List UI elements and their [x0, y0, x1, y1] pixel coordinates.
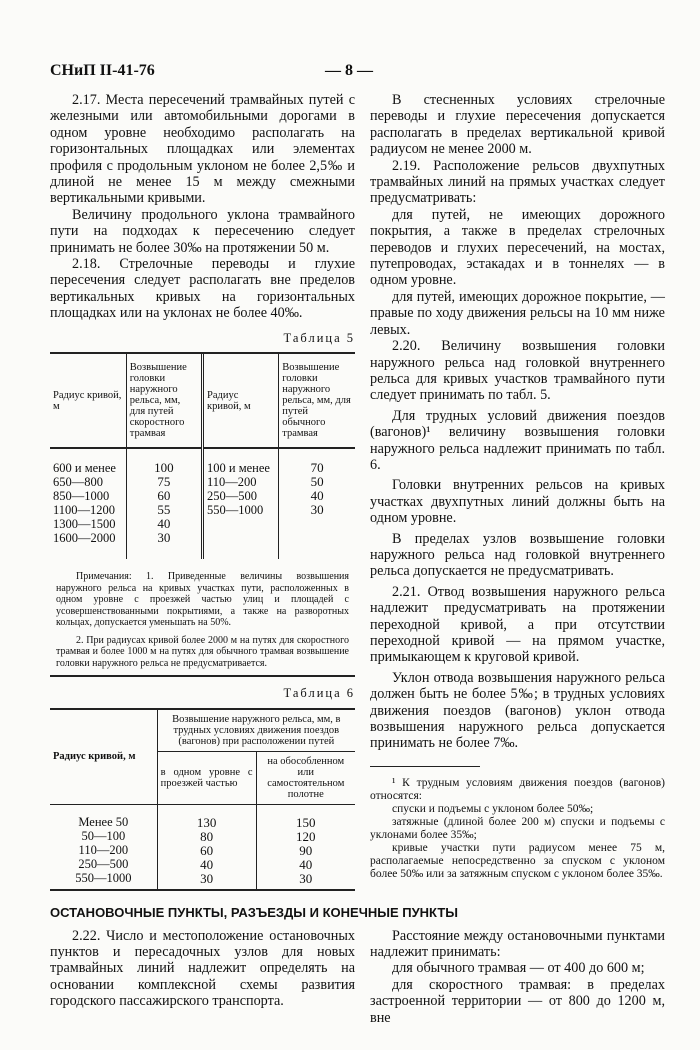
paragraph-2-18: 2.18. Стрелочные переводы и глухие пересечения следует располагать вне пределов вертикальных кривых на горизонтальных площадках или на уклонах не более 40‰. — [50, 256, 355, 322]
table-header: Радиус кривой, м — [50, 354, 126, 448]
table-cell: 130 80 60 40 30 — [157, 804, 256, 889]
table-header: в одном уровне с проезжей частью — [157, 751, 256, 804]
page-number: — 8 — — [325, 62, 373, 79]
table-cell: 100 75 60 55 40 30 — [126, 448, 202, 559]
footnote-line: затяжные (длиной более 200 м) спуски и подъемы с уклонами более 35‰; — [370, 815, 665, 841]
paragraph: для скоростного трамвая: в пределах застроенной территории — от 800 до 1200 м, вне — [370, 976, 665, 1026]
table-cell: 600 и менее 650—800 850—1000 1100—1200 1300—1500 1600—2000 — [50, 448, 126, 559]
paragraph: В пределах узлов возвышение головки наружного рельса над головкой внутреннего рельса допускается не предусматривать. — [370, 530, 665, 580]
right-column — [370, 92, 665, 881]
two-columns — [50, 92, 665, 891]
table-header: Возвышение головки наружного рельса, мм, для путей скоростного трамвая — [126, 354, 202, 448]
paragraph: Головки внутренних рельсов на кривых участках двухпутных линий должны быть на одном уровне. — [370, 477, 665, 527]
table-5-label: Таблица 5 — [283, 330, 355, 345]
paragraph: Для трудных условий движения поездов (вагонов)¹ величину возвышения головки наружного рельса надлежит принимать по табл. 6. — [370, 407, 665, 473]
table-6-label: Таблица 6 — [283, 686, 355, 701]
footnote-line: спуски и подъемы с уклоном более 50‰; — [392, 802, 594, 815]
paragraph-2-21: 2.21. Отвод возвышения наружного рельса надлежит предусматривать на протяжении переходной кривой, а при отсутствии переходной кривой — на прямом участке, примыкающем к круговой кривой. — [370, 583, 665, 666]
paragraph: для обычного трамвая — от 400 до 600 м; — [392, 960, 645, 977]
paragraph-2-20: 2.20. Величину возвышения головки наружного рельса над головкой внутреннего рельса для кривых участков трамвайного пути следует принимать по табл. 5. — [370, 338, 665, 404]
paragraph: для путей, не имеющих дорожного покрытия, а также в пределах стрелочных переводов и глухих пересечений, на мостах, путепроводах, эстакадах и в тоннелях — в одном уровне. — [370, 206, 665, 289]
paragraph: Уклон отвода возвышения наружного рельса должен быть не более 5‰; в трудных условиях движения поездов (вагонов) уклон отвода возвышения наружного рельса допускается принимать не более 7‰. — [370, 669, 665, 752]
left-column — [50, 92, 355, 891]
table-note: Примечания: 1. Приведенные величины возвышения наружного рельса на кривых участках пути, расположенных в одном уровне с проезжей частью улиц и площадей с усовершенствованными покрытиями, а также на разворотных кольцах, допускается уменьшать на 50%. — [56, 571, 349, 629]
paragraph-2-19: 2.19. Расположение рельсов двухпутных трамвайных линий на прямых участках следует предусматривать: — [370, 157, 665, 207]
table-cell: 100 и менее 110—200 250—500 550—1000 — [203, 448, 279, 559]
footnote — [370, 777, 665, 881]
table-cell: 70 50 40 30 — [279, 448, 355, 559]
footnote-divider — [370, 766, 480, 767]
table-header: Радиус кривой, м — [203, 354, 279, 448]
table-cell: 150 120 90 40 30 — [256, 804, 355, 889]
table-header: Возвышение наружного рельса, мм, в трудных условиях движения поездов (вагонов) при расположении путей — [157, 710, 355, 752]
paragraph: для путей, имеющих дорожное покрытие, — правые по ходу движения рельсы на 10 мм ниже левых. — [370, 288, 665, 338]
section-columns — [50, 928, 665, 1026]
document-code: СНиП II-41-76 — [50, 62, 155, 79]
footnote-line: ¹ К трудным условиям движения поездов (вагонов) относятся: — [370, 776, 665, 802]
table-note: 2. При радиусах кривой более 2000 м на путях для скоростного трамвая и более 1000 м на путях для обычного трамвая возвышение головки наружного рельса не предусматривается. — [56, 634, 349, 669]
page-header — [50, 62, 665, 92]
table-header: Радиус кривой, м — [50, 710, 157, 805]
paragraph: Расстояние между остановочными пунктами надлежит принимать: — [370, 927, 665, 960]
table-5 — [50, 352, 355, 677]
section-heading: ОСТАНОВОЧНЫЕ ПУНКТЫ, РАЗЪЕЗДЫ И КОНЕЧНЫЕ ПУНКТЫ — [50, 904, 458, 920]
table-cell: Менее 50 50—100 110—200 250—500 550—1000 — [50, 804, 157, 889]
footnote-line: кривые участки пути радиусом менее 75 м, располагаемые непосредственно за спуском с уклоном более 50‰ или за затяжным спуском с уклоном более 35‰. — [370, 841, 665, 880]
table-6 — [50, 708, 355, 891]
table-header: Возвышение головки наружного рельса, мм, для путей обычного трамвая — [279, 354, 355, 448]
paragraph-2-17: 2.17. Места пересечений трамвайных путей с железными или автомобильными дорогами в одном уровне необходимо располагать на горизонтальных площадках или элементах профиля с продольным уклоном не более 2,5‰ и длиной не менее 15 м между смежными вертикальными кривыми. — [50, 92, 355, 207]
section-right — [370, 928, 665, 1026]
paragraph: В стесненных условиях стрелочные переводы и глухие пересечения допускается располагать в пределах вертикальной кривой радиусом не менее 2000 м. — [370, 92, 665, 158]
section-left — [50, 928, 355, 1010]
paragraph-2-22: 2.22. Число и местоположение остановочных пунктов и пересадочных узлов для новых трамвайных линий надлежит определять на основании комплексной схемы развития городского пассажирского транспорта. — [50, 927, 355, 1010]
paragraph: Величину продольного уклона трамвайного пути на подходах к пересечению следует принимать не более 30‰ на протяжении 50 м. — [50, 206, 355, 256]
table-header: на обособленном или самостоятельном полотне — [256, 751, 355, 804]
